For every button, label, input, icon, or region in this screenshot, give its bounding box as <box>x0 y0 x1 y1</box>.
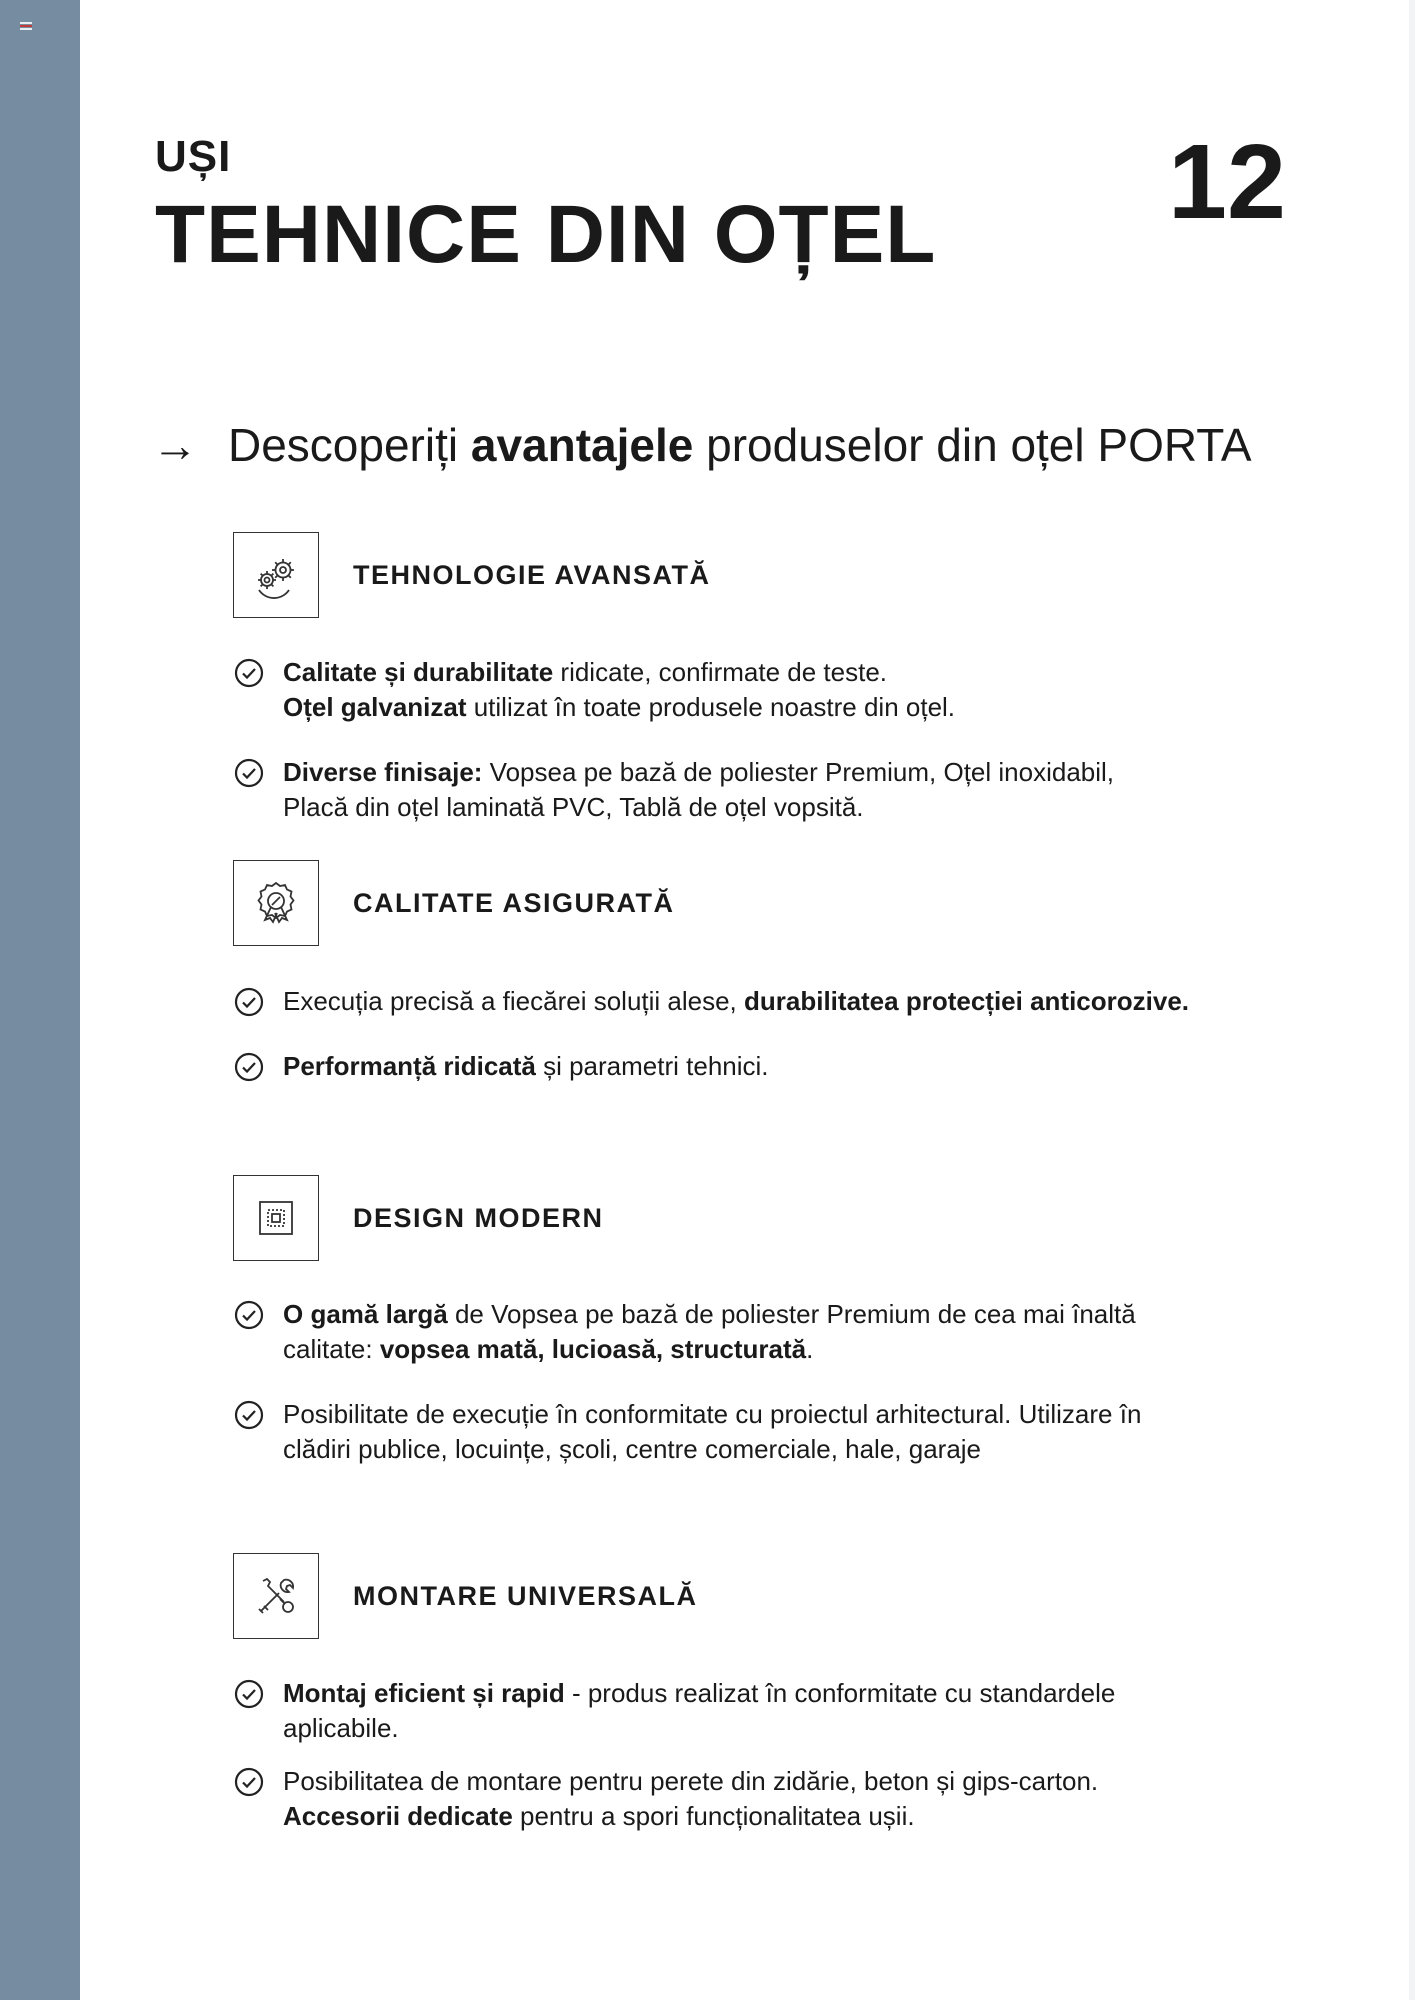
check-circle-icon <box>233 1766 265 1798</box>
section-tehnologie <box>233 532 711 618</box>
tools-icon <box>233 1553 319 1639</box>
left-sidebar-band <box>0 0 80 2000</box>
check-circle-icon <box>233 1299 265 1331</box>
list-item: Montaj eficient și rapid - produs realizat în conformitate cu standardele aplicabile. <box>233 1676 1115 1746</box>
check-circle-icon <box>233 657 265 689</box>
intro-line <box>152 418 1252 472</box>
list-item: Performanță ridicată și parametri tehnici. <box>233 1049 769 1084</box>
page-title: TEHNICE DIN OȚEL <box>155 189 937 280</box>
check-circle-icon <box>233 986 265 1018</box>
right-edge <box>1409 0 1415 2000</box>
chip-icon <box>233 1175 319 1261</box>
page-number: 12 <box>1168 123 1286 241</box>
list-item: Posibilitate de execuție în conformitate cu proiectul arhitectural. Utilizare în clădiri publice, locuințe, școli, centre comerciale, hale, garaje <box>233 1397 1141 1467</box>
section-montare <box>233 1553 698 1639</box>
flag-icon <box>20 22 32 30</box>
section-design <box>233 1175 604 1261</box>
title-small: UȘI <box>155 132 232 181</box>
intro-text: Descoperiți avantajele produselor din oțel PORTA <box>228 419 1252 471</box>
check-circle-icon <box>233 1399 265 1431</box>
section-title: MONTARE UNIVERSALĂ <box>353 1580 698 1611</box>
list-item: Execuția precisă a fiecărei soluții alese, durabilitatea protecției anticorozive. <box>233 984 1189 1019</box>
list-item: O gamă largă de Vopsea pe bază de poliester Premium de cea mai înaltă calitate: vopsea mată, lucioasă, structurată. <box>233 1297 1136 1367</box>
list-item: Posibilitatea de montare pentru perete din zidărie, beton și gips-carton. Accesorii dedicate pentru a spori funcționalitatea ușii. <box>233 1764 1098 1834</box>
section-calitate <box>233 860 674 946</box>
quality-badge-icon <box>233 860 319 946</box>
section-title: DESIGN MODERN <box>353 1202 604 1233</box>
arrow-right-icon: → <box>152 419 198 471</box>
gears-icon <box>233 532 319 618</box>
list-item: Calitate și durabilitate ridicate, confirmate de teste. Oțel galvanizat utilizat în toate produsele noastre din oțel. <box>233 655 955 725</box>
section-title: TEHNOLOGIE AVANSATĂ <box>353 559 711 590</box>
section-title: CALITATE ASIGURATĂ <box>353 887 675 918</box>
check-circle-icon <box>233 1051 265 1083</box>
check-circle-icon <box>233 1678 265 1710</box>
check-circle-icon <box>233 757 265 789</box>
list-item: Diverse finisaje: Vopsea pe bază de poliester Premium, Oțel inoxidabil, Placă din oțel laminată PVC, Tablă de oțel vopsită. <box>233 755 1114 825</box>
